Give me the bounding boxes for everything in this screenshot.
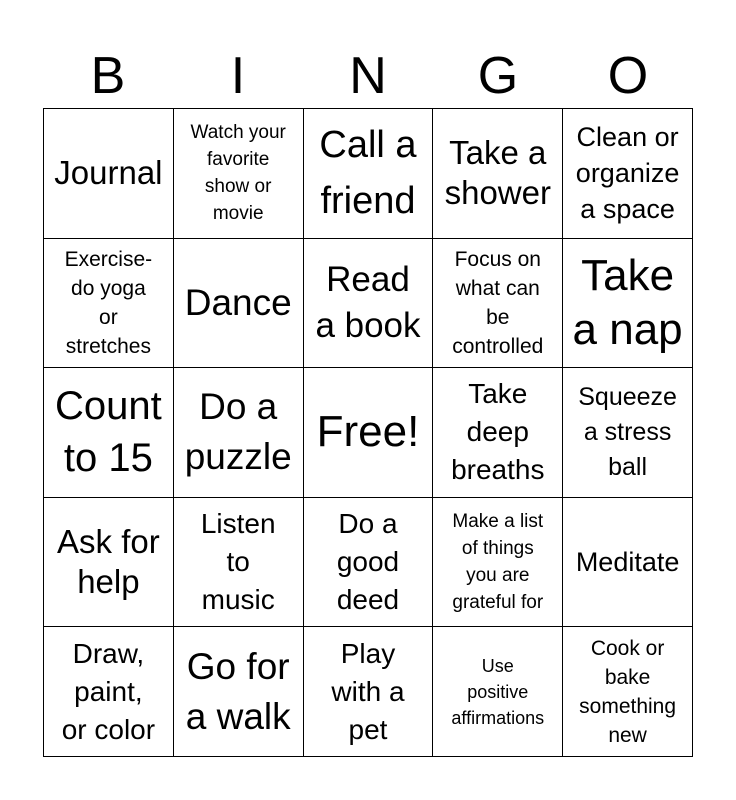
cell-text: Dance (184, 281, 292, 323)
bingo-board (43, 108, 693, 757)
bingo-cell (563, 368, 693, 498)
bingo-cell (563, 239, 693, 369)
bingo-cell (304, 239, 434, 369)
bingo-cell (563, 627, 693, 757)
bingo-cell (174, 239, 304, 369)
bingo-cell (563, 498, 693, 628)
bingo-cell (44, 368, 174, 498)
cell-text: Listen to music (200, 508, 276, 616)
cell-text: Do a puzzle (184, 386, 292, 478)
cell-text: Read a book (315, 259, 421, 345)
header-letter-g: G (477, 47, 519, 105)
bingo-cell (433, 239, 563, 369)
cell-text: Free! (316, 407, 420, 457)
bingo-cell (304, 498, 434, 628)
bingo-cell (433, 368, 563, 498)
bingo-cell (304, 627, 434, 757)
cell-text: Clean or organize a space (575, 122, 680, 225)
cell-text: Go for a walk (185, 645, 291, 737)
cell-text: Cook or bake something new (579, 636, 677, 747)
header-letter-n: N (349, 47, 387, 105)
cell-text: Journal (54, 154, 163, 192)
bingo-cell (174, 498, 304, 628)
cell-text: Use positive affirmations (451, 655, 545, 728)
bingo-cell (44, 239, 174, 369)
bingo-cell (433, 627, 563, 757)
cell-text: Meditate (575, 547, 680, 578)
cell-text: Squeeze a stress ball (578, 382, 677, 481)
cell-text: Count to 15 (55, 384, 162, 481)
bingo-cell (174, 368, 304, 498)
header-letter-i: I (230, 47, 246, 105)
cell-text: Play with a pet (331, 637, 405, 745)
cell-text: Take a nap (572, 250, 683, 354)
cell-text: Exercise- do yoga or stretches (64, 247, 153, 358)
bingo-cell (174, 109, 304, 239)
cell-text: Draw, paint, or color (61, 637, 156, 745)
bingo-cell (44, 109, 174, 239)
header-letter-o: O (607, 47, 649, 105)
bingo-cell (304, 109, 434, 239)
bingo-cell (433, 498, 563, 628)
bingo-cell (44, 627, 174, 757)
bingo-cell (304, 368, 434, 498)
cell-text: Ask for help (57, 523, 160, 601)
bingo-header (43, 44, 693, 108)
bingo-cell (174, 627, 304, 757)
header-letter-b: B (90, 47, 126, 105)
cell-text: Take deep breaths (451, 378, 545, 486)
cell-text: Watch your favorite show or movie (190, 122, 286, 225)
cell-text: Do a good deed (336, 508, 400, 616)
bingo-cell (433, 109, 563, 239)
cell-text: Call a friend (319, 124, 417, 223)
cell-text: Make a list of things you are grateful for (452, 511, 544, 614)
bingo-cell (44, 498, 174, 628)
cell-text: Focus on what can be controlled (452, 247, 544, 358)
bingo-cell (563, 109, 693, 239)
cell-text: Take a shower (444, 134, 551, 212)
